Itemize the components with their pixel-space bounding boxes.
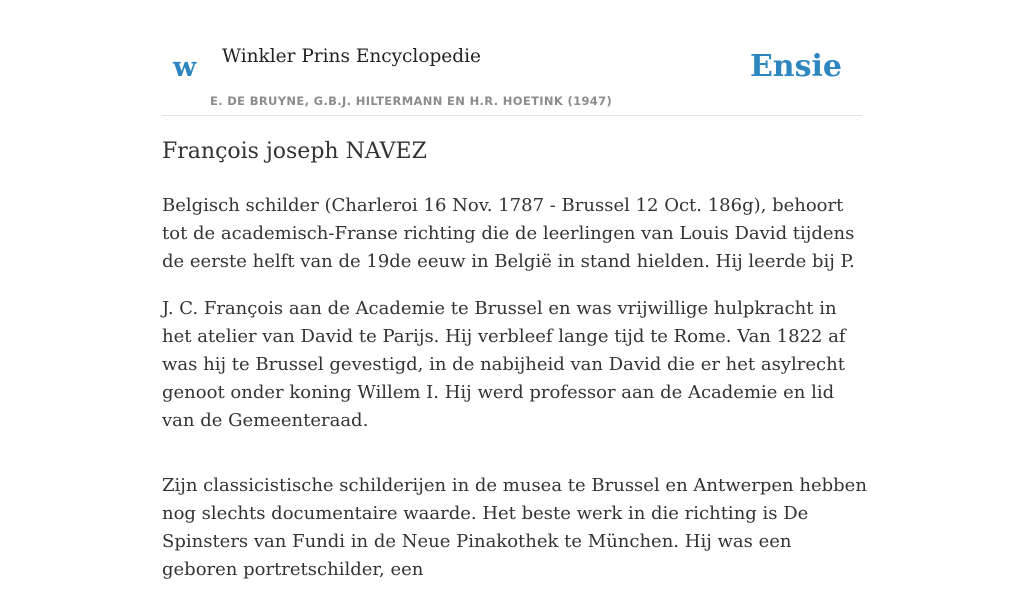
source-title-link[interactable]: Winkler Prins Encyclopedie [222, 46, 481, 67]
article-title: François joseph NAVEZ [162, 139, 427, 164]
article-body [162, 192, 867, 603]
article-paragraph: J. C. François aan de Academie te Brussel en was vrijwillige hulpkracht in het atelier van David te Parijs. Hij verbleef lange tijd te Rome. Van 1822 af was hij te Brussel gevestigd, in de nabijheid van David die er het asylrecht genoot onder koning Willem I. Hij werd professor aan de Academie en lid van de Gemeenteraad. [162, 298, 846, 431]
article-paragraph: Belgisch schilder (Charleroi 16 Nov. 1787 - Brussel 12 Oct. 186g), behoort tot de academisch-Franse richting die de leerlingen van Louis David tijdens de eerste helft van de 19de eeuw in België in stand hielden. Hij leerde bij P. [162, 195, 855, 272]
ensie-logo-link[interactable]: Ensie [749, 49, 842, 84]
source-authors: E. DE BRUYNE, G.B.J. HILTERMANN EN H.R. HOETINK (1947) [210, 94, 613, 108]
article-paragraph: Zijn classicistische schilderijen in de musea te Brussel en Antwerpen hebben nog slechts documentaire waarde. Het beste werk in die richting is De Spinsters van Fundi in de Neue Pinakothek te München. Hij was een geboren portretschilder, een [162, 475, 867, 580]
source-header [162, 40, 862, 116]
winkler-prins-logo-icon[interactable]: w [173, 52, 197, 83]
